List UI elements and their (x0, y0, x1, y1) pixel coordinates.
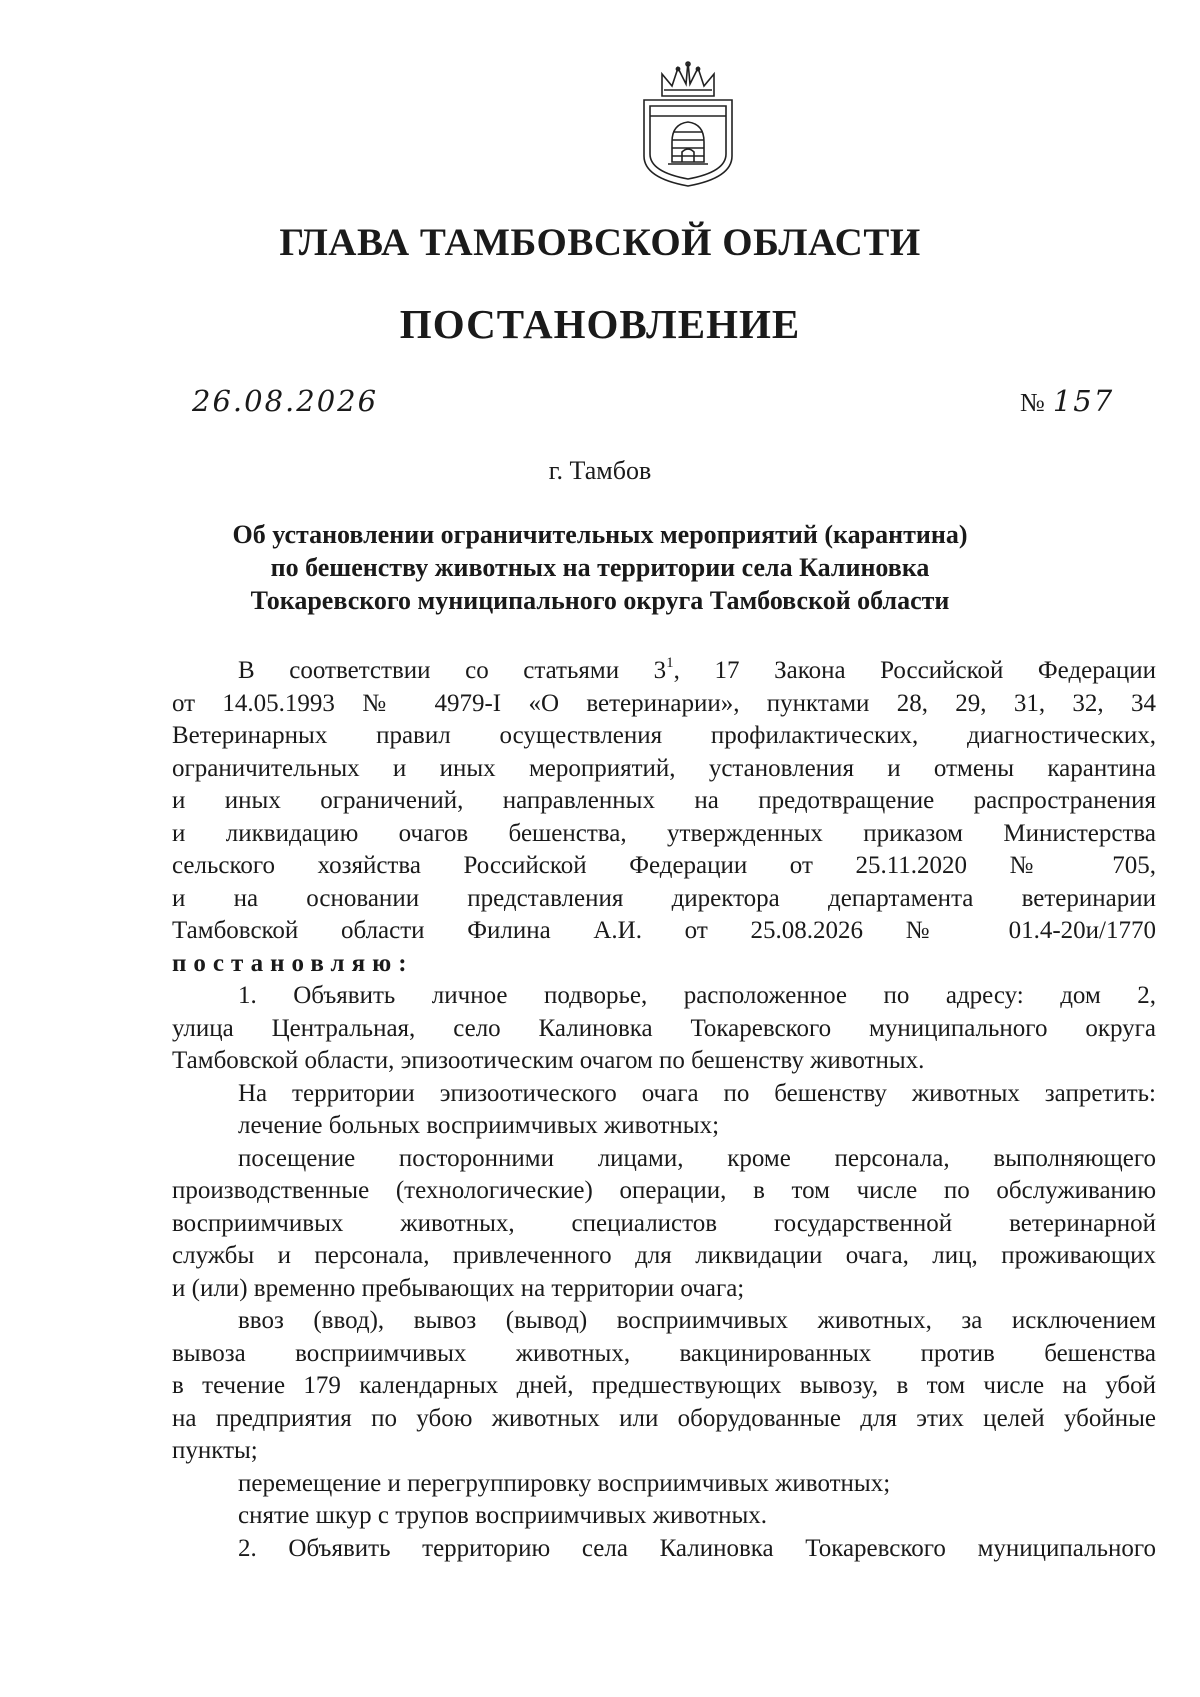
body-line: посещение посторонними лицами, кроме персонала, выполняющего (238, 1144, 1156, 1172)
document-number (1020, 384, 1114, 418)
body-line: сельского хозяйства Российской Федерации от 25.11.2020 № 705, (172, 852, 1156, 879)
body-line: ввоз (ввод), вывоз (вывод) восприимчивых животных, за исключением (238, 1307, 1156, 1334)
issuing-authority: ГЛАВА ТАМБОВСКОЙ ОБЛАСТИ (279, 221, 921, 264)
body-line: вывоза восприимчивых животных, вакцинированных против бешенства (172, 1339, 1156, 1367)
body-line: Тамбовской области Филина А.И. от 25.08.2026 № 01.4-20и/1770 (172, 917, 1156, 944)
body-line: в течение 179 календарных дней, предшествующих вывозу, в том числе на убой (172, 1372, 1156, 1399)
document-body (172, 655, 1156, 1565)
tambov-coat-of-arms-icon (628, 60, 748, 188)
body-line: На территории эпизоотического очага по бешенству животных запретить: (238, 1079, 1156, 1107)
body-line: перемещение и перегруппировку восприимчивых животных; (238, 1469, 891, 1497)
decree-word: постановляю: (172, 949, 407, 977)
body-line: и ликвидацию очагов бешенства, утвержденных приказом Министерства (172, 819, 1156, 847)
body-line: службы и персонала, привлеченного для ликвидации очага, лиц, проживающих (172, 1242, 1156, 1269)
body-line: ограничительных и иных мероприятий, установления и отмены карантина (172, 754, 1156, 782)
body-line: Ветеринарных правил осуществления профилактических, диагностических, (172, 722, 1156, 749)
body-line: улица Центральная, село Калиновка Токаревского муниципального округа (172, 1014, 1156, 1042)
body-line: на предприятия по убою животных или оборудованные для этих целей убойные (172, 1404, 1156, 1432)
number-value: 157 (1052, 384, 1115, 418)
document-city: г. Тамбов (548, 456, 652, 485)
body-line: и на основании представления директора департамента ветеринарии (172, 884, 1156, 912)
body-line: В соответствии со статьями $3^1$, 17 Закона Российской Федерации (238, 655, 1156, 684)
title-line: по бешенству животных на территории села Калиновка (270, 553, 930, 582)
body-line: производственные (технологические) операции, в том числе по обслуживанию (172, 1177, 1156, 1204)
document-date: 26.08.2026 (192, 384, 379, 418)
body-line: и иных ограничений, направленных на предотвращение распространения (172, 787, 1156, 814)
number-sign: № (1020, 388, 1045, 417)
document-title (160, 518, 1040, 617)
superscript: 1 (666, 655, 674, 671)
title-line: Токаревского муниципального округа Тамбовской области (250, 586, 950, 615)
body-line: 1. Объявить личное подворье, расположенное по адресу: дом 2, (238, 982, 1156, 1009)
body-line: Тамбовской области, эпизоотическим очагом по бешенству животных. (172, 1047, 925, 1074)
body-line: снятие шкур с трупов восприимчивых животных. (238, 1502, 768, 1529)
title-line: Об установлении ограничительных мероприятий (карантина) (232, 520, 968, 549)
body-line: 2. Объявить территорию села Калиновка Токаревского муниципального (238, 1534, 1156, 1562)
body-line: от 14.05.1993 № 4979-I «О ветеринарии», пунктами 28, 29, 31, 32, 34 (172, 689, 1156, 717)
body-line: и (или) временно пребывающих на территории очага; (172, 1274, 745, 1302)
body-line: пункты; (172, 1437, 258, 1464)
body-line: восприимчивых животных, специалистов государственной ветеринарной (172, 1209, 1156, 1237)
body-line: лечение больных восприимчивых животных; (238, 1112, 720, 1139)
document-type: ПОСТАНОВЛЕНИЕ (399, 301, 801, 347)
